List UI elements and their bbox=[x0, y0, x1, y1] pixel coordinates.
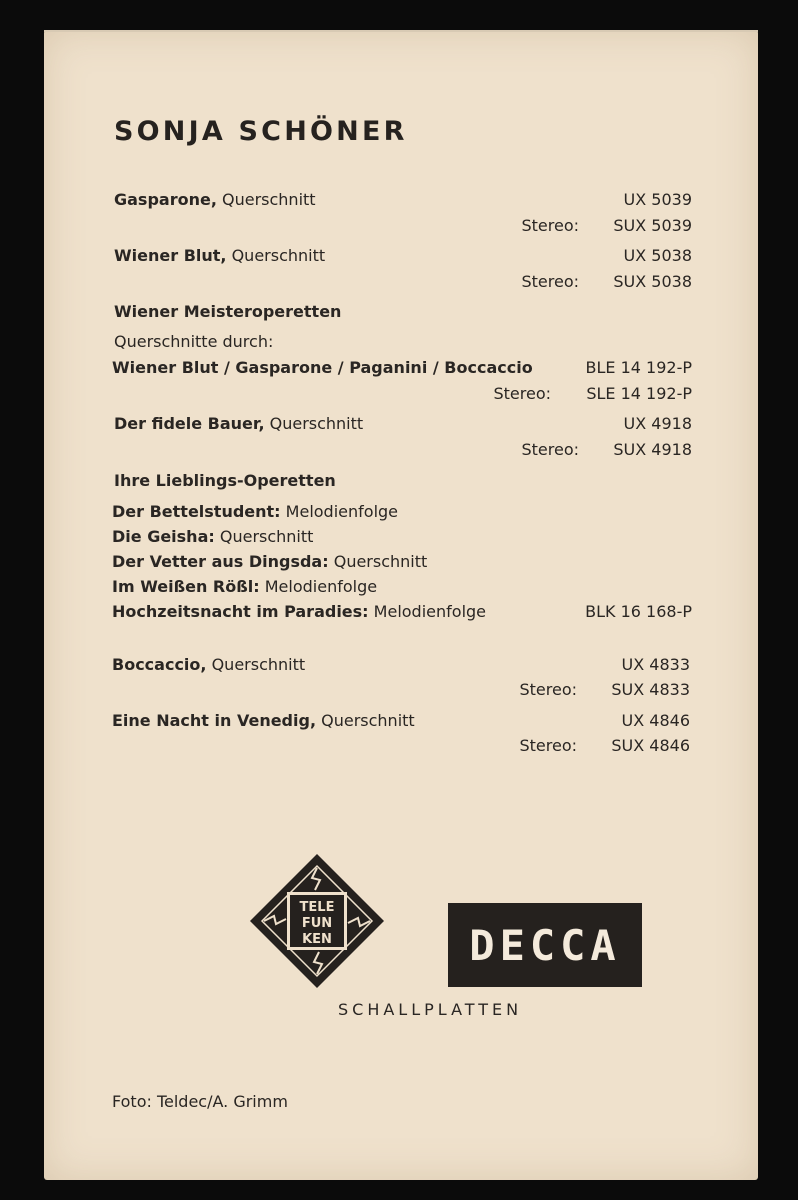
catalog-number: UX 4833 bbox=[621, 655, 690, 674]
entry-title: Gasparone, bbox=[114, 190, 217, 209]
entry-heading: Ihre Lieblings-Operetten bbox=[114, 471, 336, 490]
entry-title: Eine Nacht in Venedig, bbox=[112, 711, 317, 730]
entry-desc: Querschnitt bbox=[222, 190, 316, 209]
stereo-label: Stereo: bbox=[519, 680, 577, 699]
stereo-catalog-number: SUX 4833 bbox=[611, 680, 690, 699]
artist-title: SONJA SCHÖNER bbox=[114, 116, 408, 147]
telefunken-tele: TELE bbox=[299, 900, 335, 915]
entry-title: Wiener Blut, bbox=[114, 246, 227, 265]
entry-desc: Querschnitt bbox=[231, 246, 326, 265]
catalog-number: UX 5039 bbox=[623, 190, 692, 209]
photo-credit: Foto: Teldec/A. Grimm bbox=[112, 1092, 288, 1111]
catalog-number: UX 4918 bbox=[623, 414, 692, 433]
stereo-catalog-number: SUX 5039 bbox=[613, 216, 692, 235]
stereo-label: Stereo: bbox=[521, 216, 579, 235]
list-item bbox=[112, 552, 427, 572]
catalog-number: UX 5038 bbox=[623, 246, 692, 265]
stereo-catalog-number: SUX 4846 bbox=[611, 736, 690, 755]
item-desc: Melodienfolge bbox=[264, 577, 378, 596]
item-title: Der Bettelstudent: bbox=[112, 502, 281, 521]
item-title: Der Vetter aus Dingsda: bbox=[112, 552, 329, 571]
stereo-catalog-number: SLE 14 192-P bbox=[586, 384, 692, 403]
entry-title-line bbox=[114, 246, 325, 266]
item-desc: Melodienfolge bbox=[285, 502, 399, 521]
catalog-number: BLK 16 168-P bbox=[585, 602, 692, 621]
catalog-number: UX 4846 bbox=[621, 711, 690, 730]
list-item bbox=[112, 527, 313, 547]
stereo-label: Stereo: bbox=[493, 384, 551, 403]
entry-title-line bbox=[112, 711, 415, 731]
list-item bbox=[112, 602, 486, 622]
entry-title: Boccaccio, bbox=[112, 655, 207, 674]
item-title: Die Geisha: bbox=[112, 527, 215, 546]
stereo-catalog-number: SUX 5038 bbox=[613, 272, 692, 291]
entry-desc: Querschnitt bbox=[321, 711, 415, 730]
catalog-number: BLE 14 192-P bbox=[585, 358, 692, 377]
stereo-label: Stereo: bbox=[519, 736, 577, 755]
entry-heading: Wiener Meisteroperetten bbox=[114, 302, 342, 321]
item-desc: Querschnitt bbox=[219, 527, 314, 546]
entry-title-list: Wiener Blut / Gasparone / Paganini / Boccaccio bbox=[112, 358, 533, 377]
telefunken-logo bbox=[248, 852, 386, 990]
entry-title-line bbox=[114, 190, 316, 210]
stereo-label: Stereo: bbox=[521, 272, 579, 291]
item-desc: Querschnitt bbox=[333, 552, 428, 571]
entry-title: Der fidele Bauer, bbox=[114, 414, 265, 433]
entry-desc: Querschnitt bbox=[211, 655, 306, 674]
stereo-label: Stereo: bbox=[521, 440, 579, 459]
telefunken-fun: FUN bbox=[301, 916, 333, 931]
decca-logo: DECCA bbox=[448, 903, 642, 987]
telefunken-ken: KEN bbox=[302, 932, 332, 947]
list-item bbox=[112, 502, 398, 522]
entry-title-line bbox=[112, 655, 305, 675]
item-desc: Melodienfolge bbox=[373, 602, 487, 621]
entry-subheading: Querschnitte durch: bbox=[114, 332, 274, 351]
list-item bbox=[112, 577, 377, 597]
catalog-card bbox=[44, 30, 758, 1180]
item-title: Im Weißen Rößl: bbox=[112, 577, 260, 596]
entry-desc: Querschnitt bbox=[269, 414, 364, 433]
label-caption: SCHALLPLATTEN bbox=[338, 1000, 523, 1019]
entry-title-line bbox=[114, 414, 363, 434]
stereo-catalog-number: SUX 4918 bbox=[613, 440, 692, 459]
item-title: Hochzeitsnacht im Paradies: bbox=[112, 602, 369, 621]
